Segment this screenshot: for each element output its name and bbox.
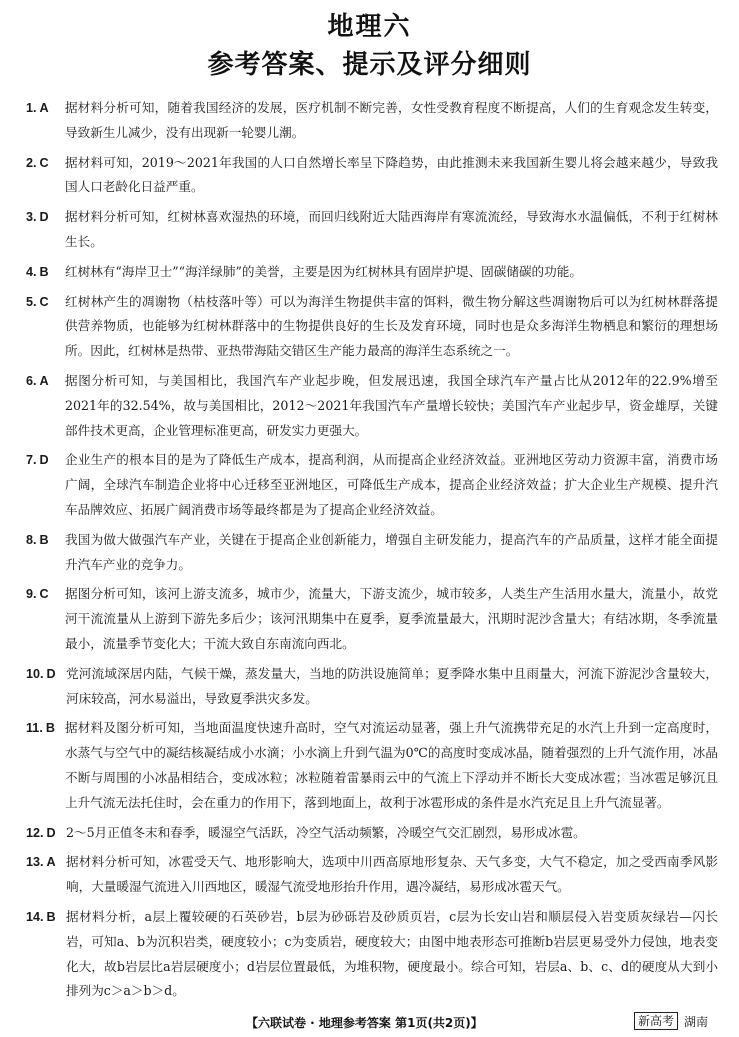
answer-number: 13. A (26, 855, 56, 870)
answer-choice: B (39, 532, 49, 547)
footer-brand (634, 1012, 708, 1030)
answer-item (26, 582, 718, 656)
answer-explanation: 据材料分析，a层上覆较硬的石英砂岩，b层为砂砾岩及砂质页岩，c层为长安山岩和顺层侵入岩变质灰绿岩—闪长岩，可知a、b为沉积岩类，硬度较小；c为变质岩，硬度较大；由图中地表形态可推断b岩层更易受外力侵蚀，地表变化大，故b岩层比a岩层硬度小；d岩层位置最低，为堆积物，硬度最小。综合可知，岩层a、b、c、d的硬度从大到小排列为c＞a＞b＞d。 (66, 908, 718, 999)
answer-choice: C (39, 155, 49, 170)
answer-item (26, 151, 718, 201)
answer-choice: A (39, 373, 49, 388)
answer-explanation: 据材料分析可知，红树林喜欢湿热的环境，而回归线附近大陆西海岸有寒流流经，导致海水水温偏低，不利于红树林生长。 (65, 209, 718, 249)
answer-explanation: 据材料分析可知，随着我国经济的发展，医疗机制不断完善，女性受教育程度不断提高，人们的生育观念发生转变，导致新生儿减少，没有出现新一轮婴儿潮。 (65, 100, 718, 140)
answer-item (26, 662, 718, 712)
answer-number: 10. D (26, 666, 56, 681)
answer-number: 4. B (26, 264, 49, 279)
answer-explanation: 我国为做大做强汽车产业，关键在于提高企业创新能力，增强自主研发能力，提高汽车的产品质量，这样才能全面提升汽车产业的竞争力。 (65, 531, 718, 572)
answer-item (26, 205, 718, 255)
footer-page-info: 【六联试卷 · 地理参考答案 第1页(共2页)】 (246, 1016, 483, 1030)
answer-number: 9. C (26, 587, 49, 602)
page-subtitle: 参考答案、提示及评分细则 (207, 50, 532, 80)
answer-number: 2. C (26, 155, 49, 170)
answer-choice: B (46, 909, 56, 924)
answer-choice: D (39, 210, 49, 225)
answer-choice: A (46, 855, 56, 870)
answer-item (26, 260, 718, 285)
answer-item (26, 716, 718, 815)
answer-choice: A (39, 101, 49, 115)
answer-choice: D (46, 666, 56, 681)
answer-explanation: 2～5月正值冬末和春季，暖湿空气活跃，冷空气活动频繁，冷暖空气交汇剧烈，易形成冰雹。 (66, 824, 586, 840)
answer-explanation: 据材料及图分析可知，当地面温度快速升高时，空气对流运动显著，强上升气流携带充足的水汽上升到一定高度时，水蒸气与空气中的凝结核凝结成小水滴；小水滴上升到气温为0℃的高度时变成冰晶，随着强烈的上升气流作用，冰晶不断与周围的小冰晶相结合，变成冰粒；冰粒随着雷暴雨云中的气流上下浮动并不断长大变成冰雹；当冰雹足够沉且上升气流无法托住时，会在重力的作用下，落到地面上，故利于冰雹形成的条件是水汽充足且上升气流显著。 (65, 720, 718, 810)
brand-badge: 新高考 (634, 1012, 678, 1030)
answer-number: 7. D (26, 453, 49, 468)
answer-list (26, 96, 718, 1009)
answer-explanation: 红树林产生的凋谢物（枯枝落叶等）可以为海洋生物提供丰富的饵料，微生物分解这些凋谢物后可以为红树林群落提供营养物质，也能够为红树林群落中的生物提供良好的生长及发育环境，同时也是众多海洋生物栖息和繁衍的理想场所。因此，红树林是热带、亚热带海陆交错区生产能力最高的海洋生态系统之一。 (65, 293, 718, 359)
answer-explanation: 企业生产的根本目的是为了降低生产成本，提高利润，从而提高企业经济效益。亚洲地区劳动力资源丰富，消费市场广阔，全球汽车制造企业将中心迁移至亚洲地区，可降低生产成本，提高企业经济效益；扩大企业生产规模、提升汽车品牌效应、拓展广阔消费市场等最终都是为了提高企业经济效益。 (65, 452, 718, 517)
answer-number: 5. C (26, 294, 49, 309)
answer-choice: B (39, 264, 49, 279)
answer-explanation: 党河流域深居内陆，气候干燥，蒸发量大，当地的防洪设施简单；夏季降水集中且雨量大，河流下游泥沙含量较大，河床较高，河水易溢出，导致夏季洪灾多发。 (66, 665, 718, 706)
answer-number: 14. B (26, 909, 56, 924)
answer-choice: C (39, 294, 49, 309)
answer-explanation: 据材料可知，2019～2021年我国的人口自然增长率呈下降趋势，由此推测未来我国新生婴儿将会越来越少，导致我国人口老龄化日益严重。 (65, 154, 718, 195)
answer-explanation: 据材料分析可知，冰雹受天气、地形影响大，选项中川西高原地形复杂、天气多变，大气不稳定，加之受西南季风影响，大量暖湿气流进入川西地区，暖湿气流受地形抬升作用，遇冷凝结，易形成冰雹天气。 (66, 854, 718, 895)
answer-item (26, 96, 718, 146)
answer-explanation: 红树林有“海岸卫士”“海洋绿肺”的美誉，主要是因为红树林具有固岸护堤、固碳储碳的功能。 (65, 263, 582, 279)
answer-number: 8. B (26, 532, 49, 547)
answer-item (26, 905, 718, 1004)
answer-number: 6. A (26, 373, 49, 388)
answer-item (26, 821, 718, 846)
answer-number: 12. D (26, 825, 56, 840)
answer-item (26, 448, 718, 522)
answer-number: 11. B (26, 721, 55, 736)
answer-item (26, 369, 718, 443)
answer-explanation: 据图分析可知，该河上游支流多，城市少，流量大，下游支流少，城市较多，人类生产生活用水量大，流量小，故党河干流流量从上游到下游先多后少；该河汛期集中在夏季，夏季流量最大，汛期时泥沙含量大；有结冰期，冬季流量最小，流量季节变化大；干流大致自东南流向西北。 (65, 586, 718, 651)
answer-item (26, 528, 718, 578)
answer-choice: D (39, 453, 49, 468)
answer-choice: C (39, 587, 49, 602)
brand-region: 湖南 (684, 1014, 709, 1029)
answer-explanation: 据图分析可知，与美国相比，我国汽车产业起步晚，但发展迅速，我国全球汽车产量占比从2012年的22.9%增至2021年的32.54%，故与美国相比，2012～2021年我国汽车产量增长较快；美国汽车产业起步早，资金雄厚，关键部件技术更高，企业管理标准更高，研发实力更强大。 (65, 372, 718, 438)
answer-number: 1. A (26, 101, 49, 115)
answer-item (26, 290, 718, 364)
answer-choice: D (46, 825, 56, 840)
answer-choice: B (45, 721, 55, 736)
page-title: 地理六 (327, 12, 412, 42)
answer-number: 3. D (26, 210, 49, 225)
answer-item (26, 850, 718, 900)
